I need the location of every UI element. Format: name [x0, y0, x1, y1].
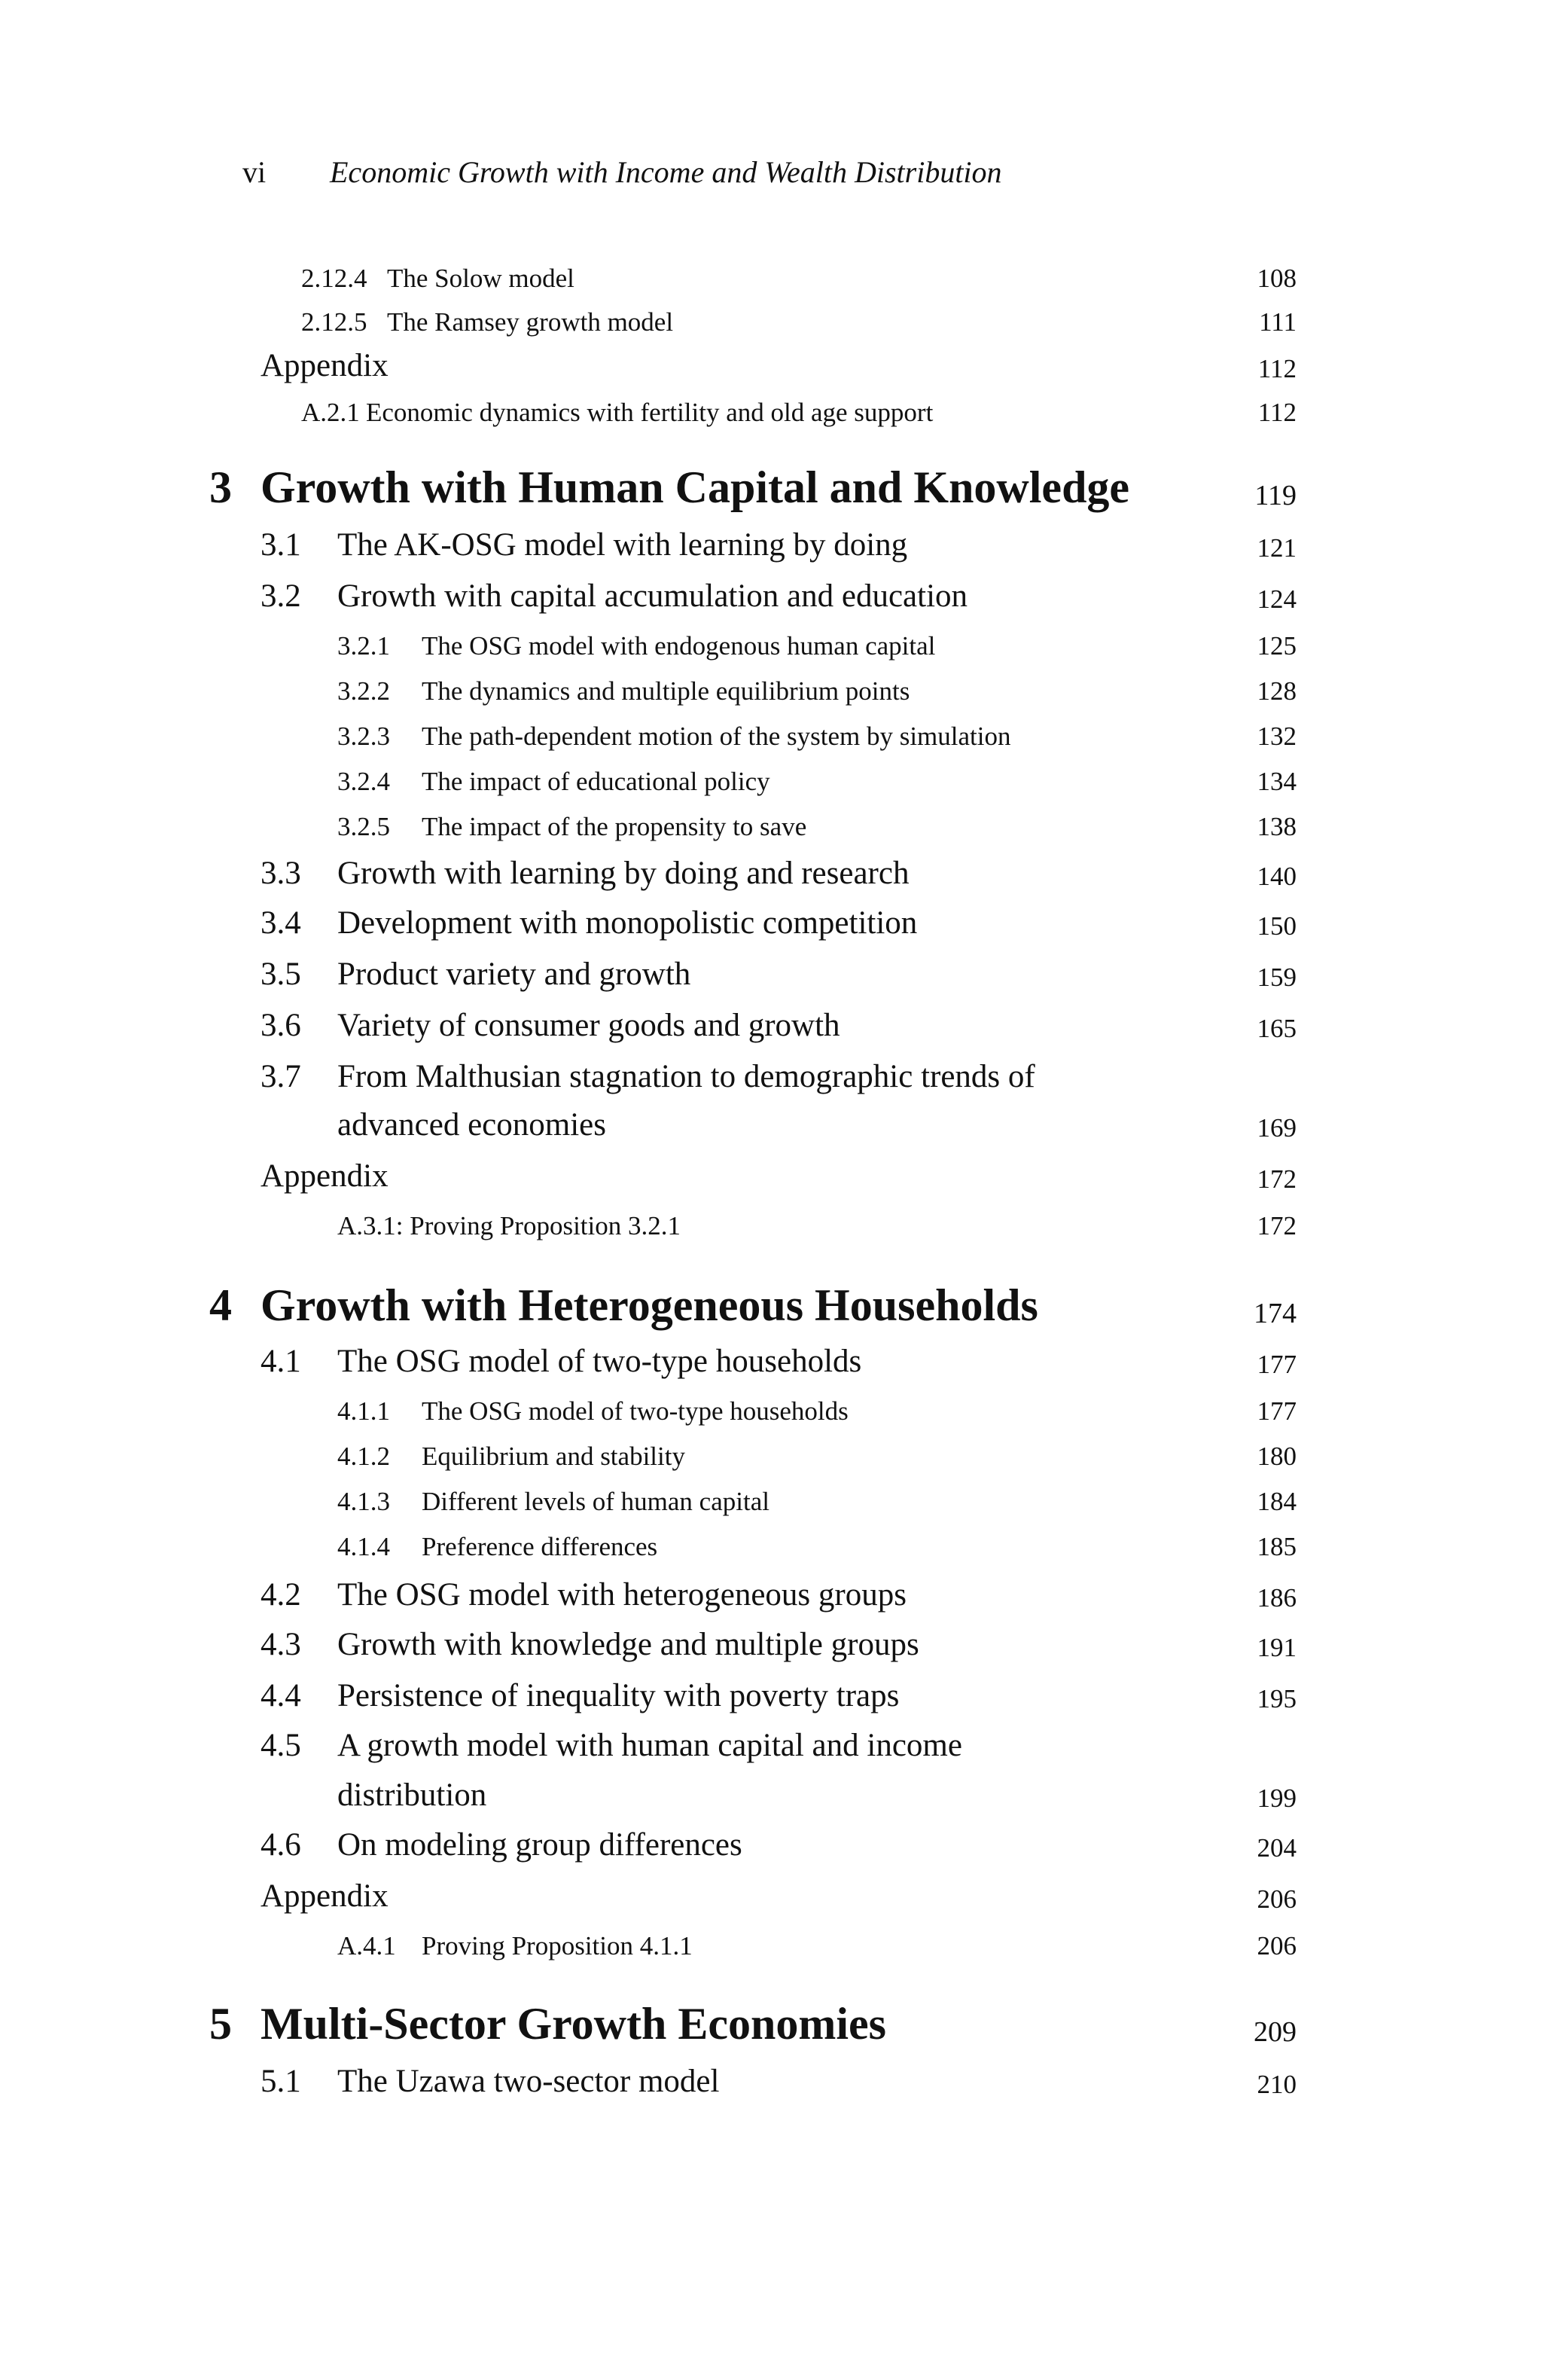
- toc-entry-page: 184: [1257, 1487, 1297, 1516]
- toc-entry-number: 3.6: [261, 1008, 301, 1043]
- toc-chapter-3: [0, 462, 1542, 512]
- chapter-number: 4: [209, 1280, 232, 1330]
- toc-entry-3-6: [0, 1008, 1542, 1043]
- toc-entry-a-2-1: [0, 398, 1542, 427]
- toc-entry-4-1: [0, 1344, 1542, 1379]
- toc-entry-page: 195: [1257, 1684, 1297, 1713]
- toc-entry-number: 4.3: [261, 1627, 301, 1662]
- toc-entry-title: The Ramsey growth model: [387, 307, 674, 337]
- chapter-title: Growth with Human Capital and Knowledge: [261, 462, 1130, 512]
- toc-entry-number: 3.5: [261, 957, 301, 992]
- toc-entry-number: 3.4: [261, 905, 301, 941]
- toc-entry-page: 180: [1257, 1442, 1297, 1471]
- toc-entry-title: The OSG model of two-type households: [337, 1344, 862, 1379]
- toc-entry-page: 132: [1257, 722, 1297, 751]
- toc-entry-title: Growth with capital accumulation and education: [337, 578, 968, 614]
- chapter-number: 3: [209, 462, 232, 512]
- toc-entry-number: 4.5: [261, 1728, 301, 1763]
- toc-entry-page: 119: [1254, 480, 1297, 511]
- toc-entry-number: 3.2.1: [337, 631, 390, 661]
- toc-entry-3-4: [0, 905, 1542, 941]
- toc-entry-title: The OSG model of two-type households: [422, 1396, 849, 1426]
- toc-entry-4-5: [0, 1728, 1542, 1763]
- toc-entry-number: 2.12.4: [301, 264, 367, 293]
- toc-entry-title: Growth with knowledge and multiple groups: [337, 1627, 919, 1662]
- toc-entry-page: 140: [1257, 862, 1297, 891]
- toc-entry-title: Persistence of inequality with poverty traps: [337, 1678, 900, 1713]
- toc-entry-5-1: [0, 2064, 1542, 2099]
- toc-entry-number: 4.1.4: [337, 1532, 390, 1561]
- toc-entry-4-4: [0, 1678, 1542, 1713]
- toc-entry-page: 134: [1257, 767, 1297, 796]
- toc-entry-number: 4.4: [261, 1678, 301, 1713]
- toc-entry-number: 3.2: [261, 578, 301, 614]
- toc-entry-4-1-1: [0, 1396, 1542, 1426]
- toc-entry-title: Appendix: [261, 348, 389, 383]
- toc-entry-number: 4.1.2: [337, 1442, 390, 1471]
- toc-entry-number: 3.1: [261, 527, 301, 563]
- toc-entry-page: 112: [1257, 398, 1297, 427]
- toc-entry-title: Proving Proposition 4.1.1: [422, 1931, 693, 1960]
- toc-entry-3-1: [0, 527, 1542, 563]
- toc-entry-page: 199: [1257, 1783, 1297, 1813]
- toc-entry-page: 169: [1257, 1113, 1297, 1143]
- toc-entry-page: 204: [1257, 1833, 1297, 1863]
- toc-entry-title-continued: advanced economies: [337, 1107, 606, 1143]
- chapter-title: Growth with Heterogeneous Households: [261, 1280, 1038, 1330]
- toc-entry-title: Appendix: [261, 1878, 389, 1914]
- toc-entry-3-2-2: [0, 676, 1542, 706]
- toc-entry-number: 3.2.5: [337, 812, 390, 841]
- running-title: Economic Growth with Income and Wealth Distribution: [330, 155, 1002, 189]
- toc-entry-page: 112: [1257, 354, 1297, 383]
- toc-entry-page: 172: [1257, 1211, 1297, 1240]
- toc-entry-number: 4.1.1: [337, 1396, 390, 1426]
- toc-entry-number: 3.2.3: [337, 722, 390, 751]
- toc-entry-number: 3.7: [261, 1059, 301, 1094]
- toc-entry-title: The AK-OSG model with learning by doing: [337, 527, 908, 563]
- toc-entry-title: Preference differences: [422, 1532, 658, 1561]
- toc-entry-page: 128: [1257, 676, 1297, 706]
- toc-entry-title: On modeling group differences: [337, 1827, 742, 1863]
- toc-entry-page: 177: [1257, 1350, 1297, 1379]
- toc-entry-3-2-4: [0, 767, 1542, 796]
- toc-entry-page: 111: [1259, 307, 1297, 337]
- toc-entry-number: 3.2.4: [337, 767, 390, 796]
- toc-entry-4-1-4: [0, 1532, 1542, 1561]
- toc-entry-page: 121: [1257, 533, 1297, 563]
- toc-entry-page: 165: [1257, 1014, 1297, 1043]
- toc-entry-title: Economic dynamics with fertility and old age support: [366, 398, 934, 427]
- toc-entry-page: 172: [1257, 1164, 1297, 1194]
- chapter-title: Multi-Sector Growth Economies: [261, 1999, 887, 2049]
- toc-entry-a-3-1: [0, 1211, 1542, 1240]
- toc-entry-page: 209: [1254, 2016, 1297, 2048]
- toc-entry-title: The Uzawa two-sector model: [337, 2064, 720, 2099]
- toc-entry-title: The OSG model with heterogeneous groups: [337, 1577, 907, 1613]
- chapter-number: 5: [209, 1999, 232, 2049]
- toc-entry-page: 206: [1257, 1884, 1297, 1914]
- toc-entry-page: 124: [1257, 584, 1297, 614]
- toc-entry-number: 5.1: [261, 2064, 301, 2099]
- toc-entry-page: 206: [1257, 1931, 1297, 1960]
- toc-entry-3-2-5: [0, 812, 1542, 841]
- toc-entry-title-continued: distribution: [337, 1777, 487, 1813]
- toc-chapter-4: [0, 1280, 1542, 1330]
- toc-entry-page: 191: [1257, 1633, 1297, 1662]
- toc-entry-title: A growth model with human capital and income: [337, 1728, 962, 1763]
- toc-entry-title: The path-dependent motion of the system by simulation: [422, 722, 1011, 751]
- toc-entry-title: A.3.1: Proving Proposition 3.2.1: [337, 1211, 681, 1240]
- toc-entry-page: 177: [1257, 1396, 1297, 1426]
- toc-entry-number: 4.1.3: [337, 1487, 390, 1516]
- toc-entry-page: 210: [1257, 2070, 1297, 2099]
- toc-entry-3-7: [0, 1059, 1542, 1094]
- toc-entry-title: Growth with learning by doing and research: [337, 856, 910, 891]
- toc-entry-number: 4.2: [261, 1577, 301, 1613]
- toc-entry-number: 2.12.5: [301, 307, 367, 337]
- toc-entry-page: 185: [1257, 1532, 1297, 1561]
- toc-entry-title: Different levels of human capital: [422, 1487, 769, 1516]
- toc-entry-title: Development with monopolistic competition: [337, 905, 918, 941]
- toc-entry-page: 150: [1257, 911, 1297, 941]
- toc-entry-4-1-3: [0, 1487, 1542, 1516]
- toc-entry-2-12-5: [0, 307, 1542, 337]
- toc-entry-title: The OSG model with endogenous human capital: [422, 631, 936, 661]
- toc-entry-number: A.2.1: [301, 398, 360, 427]
- toc-entry-4-6: [0, 1827, 1542, 1863]
- toc-entry-title: Appendix: [261, 1158, 389, 1194]
- toc-entry-page: 138: [1257, 812, 1297, 841]
- toc-entry-page: 125: [1257, 631, 1297, 661]
- toc-entry-page: 159: [1257, 963, 1297, 992]
- toc-entry-4-2: [0, 1577, 1542, 1613]
- toc-entry-3-7-continued: [0, 1107, 1542, 1143]
- toc-entry-title: The Solow model: [387, 264, 574, 293]
- toc-entry-page: 174: [1254, 1298, 1297, 1329]
- page-number: vi: [242, 155, 267, 189]
- toc-entry-number: 3.3: [261, 856, 301, 891]
- toc-entry-title: Variety of consumer goods and growth: [337, 1008, 840, 1043]
- toc-entry-number: 4.6: [261, 1827, 301, 1863]
- toc-entry-title: From Malthusian stagnation to demographic trends of: [337, 1059, 1035, 1094]
- toc-entry-a-4-1: [0, 1931, 1542, 1960]
- toc-entry-page: 186: [1257, 1583, 1297, 1613]
- toc-entry-title: The impact of the propensity to save: [422, 812, 807, 841]
- toc-entry-4-3: [0, 1627, 1542, 1662]
- toc-entry-3-2-1: [0, 631, 1542, 661]
- running-header: [242, 154, 1002, 190]
- toc-entry-number: 3.2.2: [337, 676, 390, 706]
- toc-entry-title: Product variety and growth: [337, 957, 691, 992]
- toc-entry-title: The dynamics and multiple equilibrium points: [422, 676, 910, 706]
- toc-entry-page: 108: [1257, 264, 1297, 293]
- toc-entry-appendix-2: [0, 348, 1542, 383]
- toc-entry-number: A.4.1: [337, 1931, 396, 1960]
- toc-entry-title: The impact of educational policy: [422, 767, 770, 796]
- toc-entry-title: Equilibrium and stability: [422, 1442, 685, 1471]
- toc-entry-number: 4.1: [261, 1344, 301, 1379]
